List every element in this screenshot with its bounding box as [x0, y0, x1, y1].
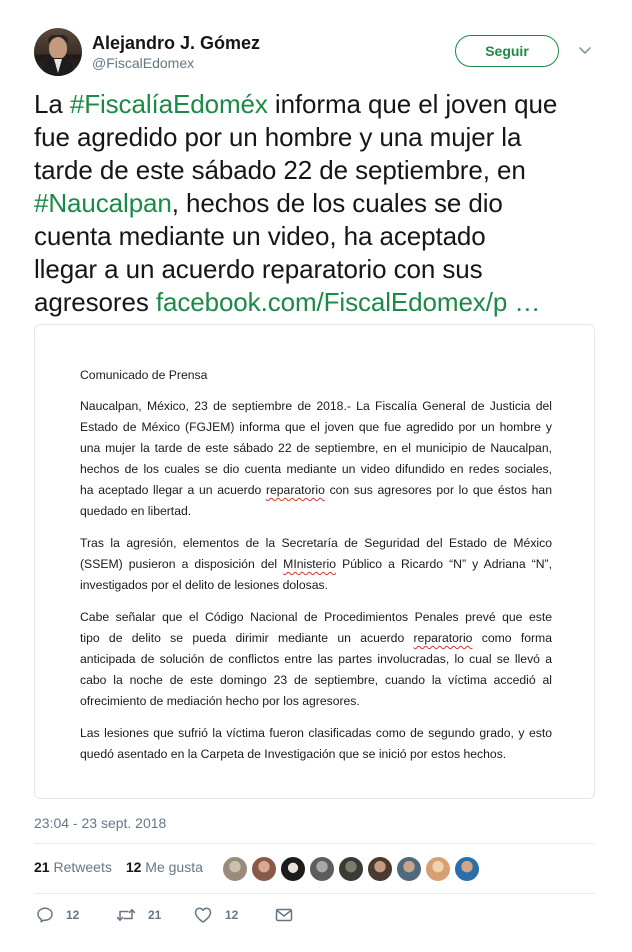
- like-action[interactable]: [193, 905, 238, 925]
- doc-text: como forma: [472, 631, 552, 645]
- retweet-action[interactable]: [116, 905, 161, 925]
- liker-avatar[interactable]: [338, 856, 364, 882]
- press-release-heading: Comunicado de Prensa: [80, 368, 208, 382]
- spellcheck-word: reparatorio: [265, 483, 325, 497]
- tweet-line: fue agredido por un hombre y una mujer la: [34, 122, 522, 152]
- liker-avatar[interactable]: [425, 856, 451, 882]
- envelope-icon: [275, 907, 293, 923]
- doc-text: Público a Ricardo “N” y Adriana “N”,: [336, 557, 552, 571]
- doc-line: ofrecimiento de mediación hecho por los agresores.: [80, 694, 360, 708]
- tweet-text-segment: agresores: [34, 287, 156, 317]
- attached-image-card[interactable]: [34, 324, 595, 799]
- doc-text: ha aceptado llegar a un acuerdo: [80, 483, 266, 497]
- doc-line: Cabe señalar que el Código Nacional de Procedimientos Penales prevé que este: [80, 610, 552, 624]
- tweet-line: [34, 88, 614, 121]
- doc-line: Las lesiones que sufrió la víctima fueron clasificadas como de segundo grado, y esto: [80, 726, 552, 740]
- doc-line: Tras la agresión, elementos de la Secretaría de Seguridad del Estado de México: [80, 536, 552, 550]
- heart-icon: [193, 906, 213, 924]
- tweet-line: llegar a un acuerdo reparatorio con sus: [34, 254, 483, 284]
- doc-line: quedado en libertad.: [80, 504, 192, 518]
- facebook-link[interactable]: facebook.com/FiscalEdomex/p …: [155, 287, 541, 317]
- retweet-count: 21: [148, 908, 162, 922]
- tweet-text-segment: La: [34, 89, 70, 119]
- press-release-document: [80, 365, 552, 776]
- doc-line: Naucalpan, México, 23 de septiembre de 2018.- La Fiscalía General de Justicia del: [80, 399, 552, 413]
- doc-line: anticipada de solución de conflictos entre las partes involucradas, lo cual se llevó a: [80, 652, 552, 666]
- doc-line: [80, 554, 552, 575]
- divider: [34, 893, 595, 894]
- spellcheck-word: MInisterio: [283, 557, 336, 571]
- press-release-paragraph-1: [80, 396, 552, 522]
- reply-count: 12: [66, 908, 80, 922]
- doc-text: (SSEM) pusieron a disposición del: [80, 557, 284, 571]
- divider: [34, 843, 595, 844]
- liker-avatar[interactable]: [454, 856, 480, 882]
- tweet-line: tarde de este sábado 22 de septiembre, en: [34, 155, 526, 185]
- doc-line: una mujer la tarde de este sábado 22 de septiembre, en el municipio de Naucalpan,: [80, 441, 552, 455]
- doc-text: tipo de delito se pueda dirimir mediante un acuerdo: [80, 631, 414, 645]
- liker-avatar[interactable]: [222, 856, 248, 882]
- doc-line: Estado de México (FGJEM) informa que el joven que fue agredido por un hombre y: [80, 420, 552, 434]
- avatar-face: [49, 37, 67, 59]
- tweet-line: cuenta mediante un video, ha aceptado: [34, 221, 486, 251]
- tweet-text-segment: , hechos de los cuales se dio: [171, 188, 503, 218]
- author-avatar[interactable]: [34, 28, 82, 76]
- retweets-label: Retweets: [53, 859, 112, 875]
- spellcheck-word: reparatorio: [413, 631, 473, 645]
- hashtag-fiscalia[interactable]: #FiscalíaEdoméx: [69, 89, 268, 119]
- liker-avatar[interactable]: [396, 856, 422, 882]
- retweet-icon: [116, 906, 136, 924]
- liker-avatar[interactable]: [280, 856, 306, 882]
- press-release-paragraph-2: [80, 533, 552, 596]
- tweet-text-segment: informa que el joven que: [267, 89, 558, 119]
- doc-line: [80, 480, 552, 501]
- retweets-count: 21: [34, 859, 50, 875]
- doc-text: con sus agresores por lo que éstos han: [324, 483, 552, 497]
- retweets-stat[interactable]: [34, 859, 112, 875]
- liker-avatar[interactable]: [309, 856, 335, 882]
- author-name[interactable]: Alejandro J. Gómez: [92, 33, 261, 53]
- hashtag-naucalpan[interactable]: #Naucalpan: [34, 188, 172, 218]
- direct-message-action[interactable]: [275, 905, 293, 925]
- liker-avatar[interactable]: [367, 856, 393, 882]
- doc-line: [80, 628, 552, 649]
- chevron-down-icon[interactable]: [578, 44, 592, 58]
- reply-action[interactable]: [36, 905, 79, 925]
- like-count: 12: [225, 908, 239, 922]
- press-release-paragraph-4: [80, 723, 552, 765]
- tweet-text: [34, 88, 614, 319]
- tweet-timestamp[interactable]: 23:04 - 23 sept. 2018: [34, 815, 167, 831]
- likes-stat[interactable]: [126, 859, 203, 875]
- press-release-paragraph-3: [80, 607, 552, 712]
- tweet-line: [34, 187, 614, 220]
- doc-line: investigados por el delito de lesiones dolosas.: [80, 578, 328, 592]
- doc-line: quedó asentado en la Carpeta de Investigación que se inició por estos hechos.: [80, 747, 507, 761]
- liker-avatar[interactable]: [251, 856, 277, 882]
- tweet-line: [34, 286, 614, 319]
- follow-button[interactable]: Seguir: [455, 35, 559, 67]
- reply-icon: [36, 906, 54, 924]
- likes-count: 12: [125, 859, 142, 875]
- doc-line: hechos de los cuales se dio cuenta mediante un video difundido en redes sociales,: [80, 462, 552, 476]
- likes-label: Me gusta: [145, 859, 203, 875]
- author-handle[interactable]: @FiscalEdomex: [92, 55, 195, 71]
- tweet-stats: [34, 859, 203, 875]
- doc-line: cabo la noche de este domingo 23 de septiembre, cuando la víctima accedió al: [80, 673, 552, 687]
